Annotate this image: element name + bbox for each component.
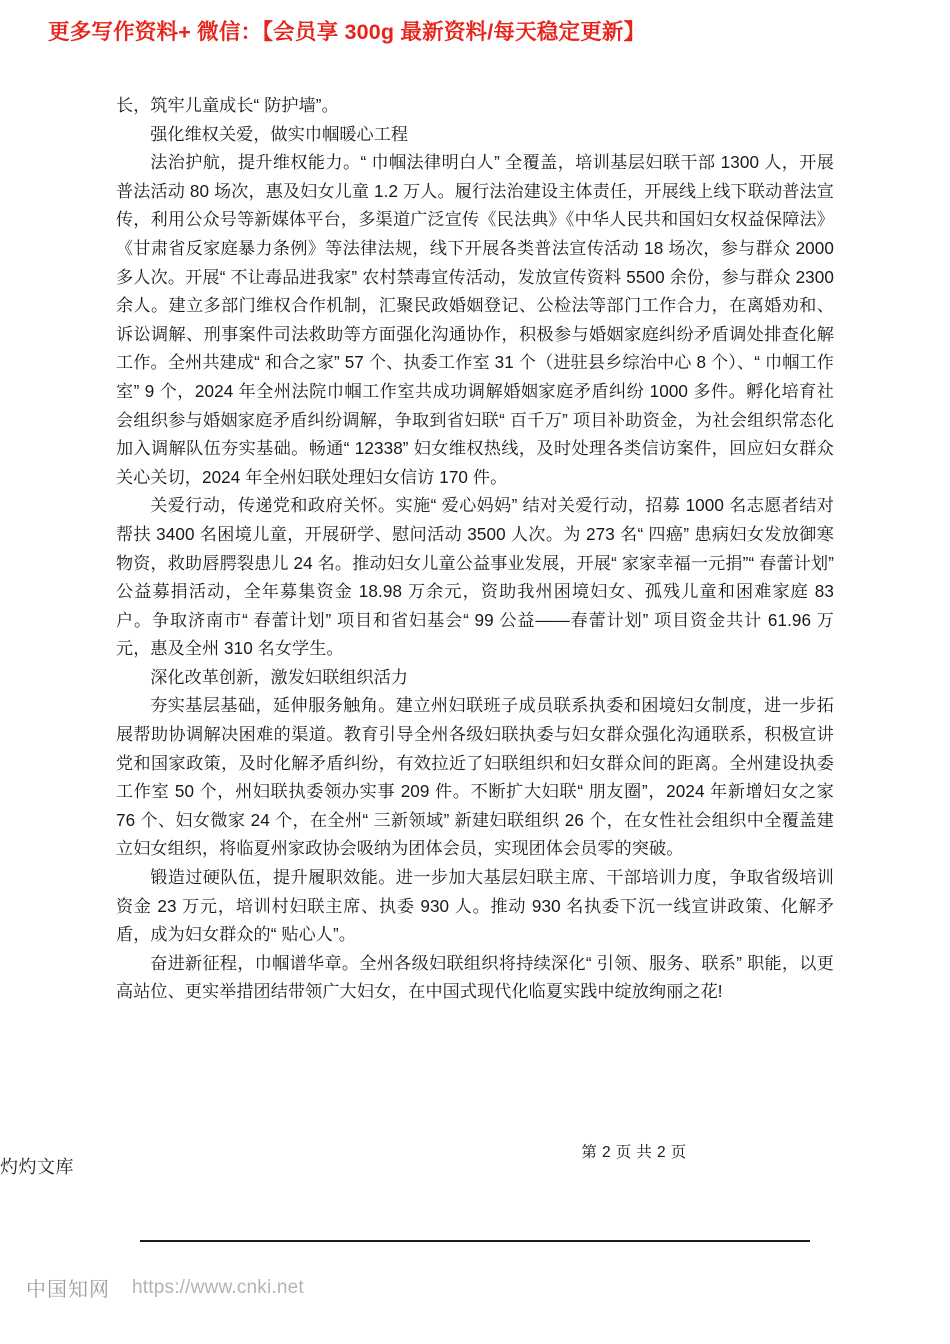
- source-url-label: https://www.cnki.net: [132, 1276, 304, 1298]
- paragraph-grassroots-foundation: 夯实基层基础，延伸服务触角。建立州妇联班子成员联系执委和困境妇女制度，进一步拓展帮助协调解决困难的渠道。教育引导全州各级妇联执委与妇女群众强化沟通联系，积极宣讲党和国家政策，及时化解矛盾纠纷，有效拉近了妇联组织和妇女群众间的距离。全州建设执委工作室 50 个，州妇联执委领办实事 209 件。不断扩大妇联“ 朋友圈”，2024 年新增妇女之家 76 个、妇女微家 24 个，在全州“ 三新领域” 新建妇联组织 26 个，在女性社会组织中全覆盖建立妇女组织，将临夏州家政协会吸纳为团体会员，实现团体会员零的突破。: [116, 696, 834, 859]
- document-text-body: [116, 92, 834, 1007]
- paragraph-legal-protection: 法治护航，提升维权能力。“ 巾帼法律明白人” 全覆盖，培训基层妇联干部 1300 人，开展普法活动 80 场次，惠及妇女儿童 1.2 万人。履行法治建设主体责任，开展线上线下联动普法宣传，利用公众号等新媒体平台，多渠道广泛宣传《民法典》《中华人民共和国妇女权益保障法》《甘肃省反家庭暴力条例》等法律法规，线下开展各类普法宣传活动 18 场次，参与群众 2000 多人次。开展“ 不让毒品进我家” 农村禁毒宣传活动，发放宣传资料 5500 余份，参与群众 2300 余人。建立多部门维权合作机制，汇聚民政婚姻登记、公检法等部门工作合力，在离婚劝和、诉讼调解、刑事案件司法救助等方面强化沟通协作，积极参与婚姻家庭纠纷矛盾调处排查化解工作。全州共建成“ 和合之家” 57 个、执委工作室 31 个（进驻县乡综治中心 8 个）、“ 巾帼工作室” 9 个，2024 年全州法院巾帼工作室共成功调解婚姻家庭矛盾纠纷 1000 多件。孵化培育社会组织参与婚姻家庭矛盾纠纷调解，争取到省妇联“ 百千万” 项目补助资金，为社会组织常态化加入调解队伍夯实基础。畅通“ 12338” 妇女维权热线，及时处理各类信访案件，回应妇女群众关心关切，2024 年全州妇联处理妇女信访 170 件。: [116, 153, 834, 487]
- paragraph-team-building: 锻造过硬队伍，提升履职效能。进一步加大基层妇联主席、干部培训力度，争取省级培训资金 23 万元，培训村妇联主席、执委 930 人。推动 930 名执委下沉一线宣讲政策、化解矛盾，成为妇女群众的“ 贴心人”。: [116, 868, 834, 945]
- section-heading-reform-innovation: 深化改革创新，激发妇联组织活力: [150, 667, 409, 687]
- promo-banner: 更多写作资料+ 微信：【会员享 300g 最新资料/每天稳定更新】: [48, 19, 646, 44]
- paragraph-closing-statement: 奋进新征程，巾帼谱华章。全州各级妇联组织将持续深化“ 引领、服务、联系” 职能，以更高站位、更实举措团结带领广大妇女，在中国式现代化临夏实践中绽放绚丽之花!: [116, 953, 834, 1002]
- page-number-footer: [0, 1140, 950, 1162]
- footer-divider: [140, 1240, 810, 1242]
- source-name-label: 中国知网: [26, 1279, 110, 1301]
- paragraph-continuation: 长，筑牢儿童成长“ 防护墙”。: [116, 96, 339, 115]
- page-number-label: 第 2 页 共 2 页: [581, 1144, 687, 1161]
- section-heading-rights-protection: 强化维权关爱，做实巾帼暖心工程: [150, 124, 409, 144]
- paragraph-care-action: 关爱行动，传递党和政府关怀。实施“ 爱心妈妈” 结对关爱行动，招募 1000 名志愿者结对帮扶 3400 名困境儿童，开展研学、慰问活动 3500 人次。为 273 名“ 四癌” 患病妇女发放御寒物资，救助唇腭裂患儿 24 名。推动妇女儿童公益事业发展，开展“ 家家幸福一元捐”“ 春蕾计划”公益募捐活动，全年募集资金 18.98 万余元，资助我州困境妇女、孤残儿童和困难家庭 83 户。争取济南市“ 春蕾计划” 项目和省妇基会“ 99 公益——春蕾计划” 项目资金共计 61.96 万元，惠及全州 310 名女学生。: [116, 496, 834, 659]
- source-watermark: [26, 1273, 304, 1302]
- library-watermark: 灼灼文库: [0, 1157, 74, 1177]
